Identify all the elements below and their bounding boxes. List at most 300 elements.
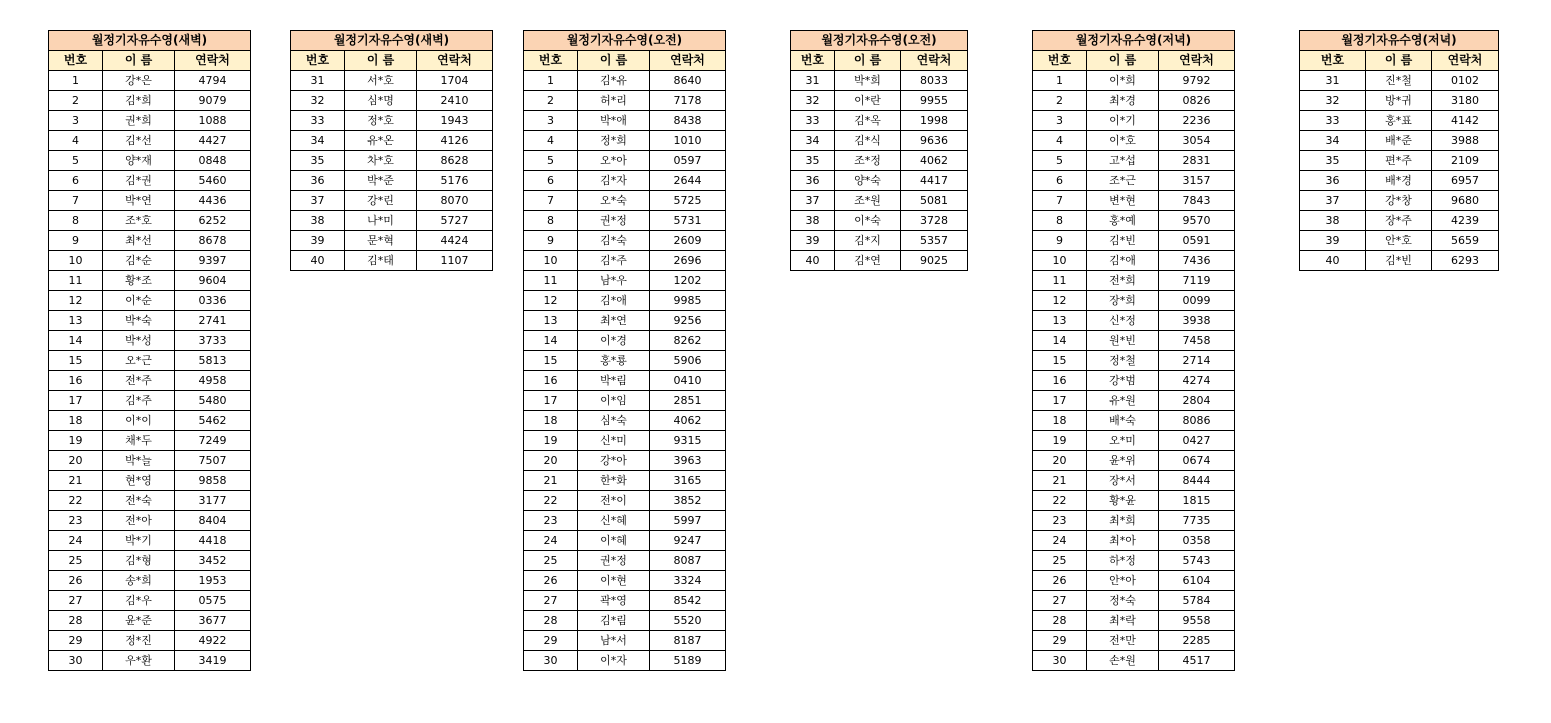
phone-cell: 2714 bbox=[1159, 351, 1235, 371]
phone-cell: 0848 bbox=[175, 151, 251, 171]
phone-cell: 3938 bbox=[1159, 311, 1235, 331]
phone-cell: 1704 bbox=[417, 71, 493, 91]
table-row bbox=[1033, 131, 1235, 151]
member-name-cell: 하*정 bbox=[1087, 551, 1159, 571]
member-name-cell: 이*이 bbox=[103, 411, 175, 431]
row-number-cell: 19 bbox=[1033, 431, 1087, 451]
header-number: 번호 bbox=[49, 51, 103, 71]
header-phone: 연락처 bbox=[1432, 51, 1499, 71]
member-name-cell: 김*형 bbox=[103, 551, 175, 571]
member-name-cell: 조*원 bbox=[835, 191, 901, 211]
row-number-cell: 27 bbox=[49, 591, 103, 611]
table-header-row bbox=[49, 51, 251, 71]
member-name-cell: 서*호 bbox=[345, 71, 417, 91]
table-row bbox=[49, 391, 251, 411]
member-name-cell: 홍*표 bbox=[1366, 111, 1432, 131]
phone-cell: 9792 bbox=[1159, 71, 1235, 91]
member-name-cell: 김*유 bbox=[578, 71, 650, 91]
member-name-cell: 윤*위 bbox=[1087, 451, 1159, 471]
header-name: 이 름 bbox=[1087, 51, 1159, 71]
row-number-cell: 25 bbox=[1033, 551, 1087, 571]
row-number-cell: 23 bbox=[49, 511, 103, 531]
member-name-cell: 손*원 bbox=[1087, 651, 1159, 671]
member-name-cell: 김*희 bbox=[103, 91, 175, 111]
phone-cell: 7735 bbox=[1159, 511, 1235, 531]
row-number-cell: 8 bbox=[49, 211, 103, 231]
member-name-cell: 현*영 bbox=[103, 471, 175, 491]
member-name-cell: 장*주 bbox=[1366, 211, 1432, 231]
phone-cell: 1943 bbox=[417, 111, 493, 131]
phone-cell: 9256 bbox=[650, 311, 726, 331]
table-row bbox=[1033, 231, 1235, 251]
phone-cell: 8438 bbox=[650, 111, 726, 131]
phone-cell: 9604 bbox=[175, 271, 251, 291]
row-number-cell: 28 bbox=[524, 611, 578, 631]
phone-cell: 0591 bbox=[1159, 231, 1235, 251]
row-number-cell: 28 bbox=[49, 611, 103, 631]
table-row bbox=[291, 131, 493, 151]
phone-cell: 7507 bbox=[175, 451, 251, 471]
member-name-cell: 강*아 bbox=[578, 451, 650, 471]
table-row bbox=[791, 231, 968, 251]
row-number-cell: 24 bbox=[1033, 531, 1087, 551]
row-number-cell: 26 bbox=[524, 571, 578, 591]
phone-cell: 8444 bbox=[1159, 471, 1235, 491]
phone-cell: 8262 bbox=[650, 331, 726, 351]
phone-cell: 0427 bbox=[1159, 431, 1235, 451]
phone-cell: 5997 bbox=[650, 511, 726, 531]
phone-cell: 2741 bbox=[175, 311, 251, 331]
row-number-cell: 6 bbox=[49, 171, 103, 191]
member-name-cell: 박*희 bbox=[835, 71, 901, 91]
table-row bbox=[524, 371, 726, 391]
phone-cell: 5520 bbox=[650, 611, 726, 631]
header-name: 이 름 bbox=[345, 51, 417, 71]
member-name-cell: 권*정 bbox=[578, 551, 650, 571]
table-row bbox=[49, 311, 251, 331]
row-number-cell: 16 bbox=[524, 371, 578, 391]
phone-cell: 4062 bbox=[650, 411, 726, 431]
table-header-row bbox=[1033, 51, 1235, 71]
row-number-cell: 29 bbox=[49, 631, 103, 651]
row-number-cell: 29 bbox=[524, 631, 578, 651]
table-row bbox=[1300, 231, 1499, 251]
member-name-cell: 안*아 bbox=[1087, 571, 1159, 591]
row-number-cell: 21 bbox=[524, 471, 578, 491]
row-number-cell: 18 bbox=[1033, 411, 1087, 431]
phone-cell: 6104 bbox=[1159, 571, 1235, 591]
member-name-cell: 남*서 bbox=[578, 631, 650, 651]
table-row bbox=[1300, 111, 1499, 131]
table-row bbox=[524, 191, 726, 211]
table-row bbox=[49, 131, 251, 151]
table-row bbox=[1300, 71, 1499, 91]
table-row bbox=[1033, 271, 1235, 291]
member-name-cell: 장*서 bbox=[1087, 471, 1159, 491]
table-row bbox=[524, 631, 726, 651]
row-number-cell: 8 bbox=[524, 211, 578, 231]
table-row bbox=[1033, 91, 1235, 111]
row-number-cell: 36 bbox=[291, 171, 345, 191]
table-row bbox=[1033, 451, 1235, 471]
table-row bbox=[1033, 491, 1235, 511]
phone-cell: 5659 bbox=[1432, 231, 1499, 251]
row-number-cell: 2 bbox=[1033, 91, 1087, 111]
phone-cell: 1815 bbox=[1159, 491, 1235, 511]
table-row bbox=[524, 231, 726, 251]
member-name-cell: 전*아 bbox=[103, 511, 175, 531]
member-name-cell: 김*애 bbox=[578, 291, 650, 311]
row-number-cell: 22 bbox=[524, 491, 578, 511]
member-name-cell: 권*희 bbox=[103, 111, 175, 131]
member-name-cell: 조*호 bbox=[103, 211, 175, 231]
phone-cell: 7178 bbox=[650, 91, 726, 111]
table-title-row bbox=[791, 31, 968, 51]
member-name-cell: 차*호 bbox=[345, 151, 417, 171]
phone-cell: 0597 bbox=[650, 151, 726, 171]
table-row bbox=[291, 231, 493, 251]
table-row bbox=[49, 211, 251, 231]
table-row bbox=[1033, 611, 1235, 631]
phone-cell: 4958 bbox=[175, 371, 251, 391]
row-number-cell: 4 bbox=[49, 131, 103, 151]
table-row bbox=[524, 111, 726, 131]
member-name-cell: 황*윤 bbox=[1087, 491, 1159, 511]
phone-cell: 9858 bbox=[175, 471, 251, 491]
member-name-cell: 김*빈 bbox=[1366, 251, 1432, 271]
member-name-cell: 유*원 bbox=[1087, 391, 1159, 411]
table-row bbox=[49, 331, 251, 351]
table-row bbox=[524, 591, 726, 611]
member-name-cell: 박*연 bbox=[103, 191, 175, 211]
row-number-cell: 9 bbox=[524, 231, 578, 251]
row-number-cell: 25 bbox=[49, 551, 103, 571]
member-name-cell: 신*혜 bbox=[578, 511, 650, 531]
row-number-cell: 7 bbox=[1033, 191, 1087, 211]
table-row bbox=[49, 611, 251, 631]
row-number-cell: 28 bbox=[1033, 611, 1087, 631]
row-number-cell: 39 bbox=[291, 231, 345, 251]
header-number: 번호 bbox=[791, 51, 835, 71]
table-title: 월정기자유수영(오전) bbox=[791, 31, 968, 51]
row-number-cell: 10 bbox=[524, 251, 578, 271]
table-row bbox=[1033, 371, 1235, 391]
table-row bbox=[524, 511, 726, 531]
table-row bbox=[791, 151, 968, 171]
table-row bbox=[1033, 171, 1235, 191]
row-number-cell: 7 bbox=[524, 191, 578, 211]
table-row bbox=[49, 271, 251, 291]
table-row bbox=[1300, 91, 1499, 111]
member-name-cell: 김*권 bbox=[103, 171, 175, 191]
phone-cell: 4922 bbox=[175, 631, 251, 651]
phone-cell: 6252 bbox=[175, 211, 251, 231]
member-name-cell: 이*자 bbox=[578, 651, 650, 671]
table-title: 월정기자유수영(저녁) bbox=[1033, 31, 1235, 51]
phone-cell: 3054 bbox=[1159, 131, 1235, 151]
member-name-cell: 박*준 bbox=[345, 171, 417, 191]
phone-cell: 8033 bbox=[901, 71, 968, 91]
table-row bbox=[1300, 211, 1499, 231]
row-number-cell: 19 bbox=[524, 431, 578, 451]
row-number-cell: 35 bbox=[1300, 151, 1366, 171]
table-row bbox=[49, 371, 251, 391]
row-number-cell: 6 bbox=[1033, 171, 1087, 191]
phone-cell: 4142 bbox=[1432, 111, 1499, 131]
phone-cell: 9315 bbox=[650, 431, 726, 451]
phone-cell: 9025 bbox=[901, 251, 968, 271]
phone-cell: 3452 bbox=[175, 551, 251, 571]
member-name-cell: 심*명 bbox=[345, 91, 417, 111]
row-number-cell: 12 bbox=[524, 291, 578, 311]
table-row bbox=[791, 251, 968, 271]
phone-cell: 5725 bbox=[650, 191, 726, 211]
phone-cell: 9985 bbox=[650, 291, 726, 311]
table-row bbox=[524, 611, 726, 631]
member-name-cell: 진*철 bbox=[1366, 71, 1432, 91]
row-number-cell: 29 bbox=[1033, 631, 1087, 651]
table-row bbox=[524, 431, 726, 451]
table-row bbox=[49, 551, 251, 571]
phone-cell: 0358 bbox=[1159, 531, 1235, 551]
phone-cell: 5189 bbox=[650, 651, 726, 671]
row-number-cell: 38 bbox=[291, 211, 345, 231]
row-number-cell: 40 bbox=[791, 251, 835, 271]
row-number-cell: 17 bbox=[1033, 391, 1087, 411]
row-number-cell: 23 bbox=[1033, 511, 1087, 531]
phone-cell: 2236 bbox=[1159, 111, 1235, 131]
row-number-cell: 2 bbox=[49, 91, 103, 111]
row-number-cell: 13 bbox=[524, 311, 578, 331]
row-number-cell: 20 bbox=[1033, 451, 1087, 471]
roster-table-evening-1 bbox=[1032, 30, 1235, 671]
row-number-cell: 4 bbox=[1033, 131, 1087, 151]
member-name-cell: 정*숙 bbox=[1087, 591, 1159, 611]
member-name-cell: 이*희 bbox=[1087, 71, 1159, 91]
header-number: 번호 bbox=[1300, 51, 1366, 71]
table-header-row bbox=[524, 51, 726, 71]
row-number-cell: 21 bbox=[49, 471, 103, 491]
phone-cell: 4424 bbox=[417, 231, 493, 251]
member-name-cell: 김*순 bbox=[103, 251, 175, 271]
row-number-cell: 1 bbox=[49, 71, 103, 91]
table-row bbox=[49, 71, 251, 91]
phone-cell: 3677 bbox=[175, 611, 251, 631]
phone-cell: 8087 bbox=[650, 551, 726, 571]
row-number-cell: 37 bbox=[791, 191, 835, 211]
table-title: 월정기자유수영(저녁) bbox=[1300, 31, 1499, 51]
member-name-cell: 유*온 bbox=[345, 131, 417, 151]
member-name-cell: 박*기 bbox=[103, 531, 175, 551]
table-row bbox=[291, 71, 493, 91]
phone-cell: 5176 bbox=[417, 171, 493, 191]
table-row bbox=[524, 571, 726, 591]
row-number-cell: 10 bbox=[1033, 251, 1087, 271]
table-title: 월정기자유수영(새벽) bbox=[291, 31, 493, 51]
table-row bbox=[49, 111, 251, 131]
table-row bbox=[524, 211, 726, 231]
row-number-cell: 35 bbox=[291, 151, 345, 171]
member-name-cell: 오*숙 bbox=[578, 191, 650, 211]
row-number-cell: 1 bbox=[524, 71, 578, 91]
phone-cell: 0102 bbox=[1432, 71, 1499, 91]
member-name-cell: 박*늘 bbox=[103, 451, 175, 471]
header-phone: 연락처 bbox=[901, 51, 968, 71]
member-name-cell: 김*옥 bbox=[835, 111, 901, 131]
phone-cell: 2644 bbox=[650, 171, 726, 191]
table-row bbox=[524, 411, 726, 431]
row-number-cell: 32 bbox=[291, 91, 345, 111]
table-row bbox=[1300, 131, 1499, 151]
row-number-cell: 3 bbox=[49, 111, 103, 131]
member-name-cell: 이*임 bbox=[578, 391, 650, 411]
table-row bbox=[1033, 651, 1235, 671]
phone-cell: 2609 bbox=[650, 231, 726, 251]
table-row bbox=[49, 491, 251, 511]
table-row bbox=[1033, 151, 1235, 171]
phone-cell: 8086 bbox=[1159, 411, 1235, 431]
member-name-cell: 이*란 bbox=[835, 91, 901, 111]
table-row bbox=[791, 171, 968, 191]
table-row bbox=[1300, 251, 1499, 271]
row-number-cell: 34 bbox=[1300, 131, 1366, 151]
row-number-cell: 1 bbox=[1033, 71, 1087, 91]
table-row bbox=[524, 151, 726, 171]
row-number-cell: 20 bbox=[49, 451, 103, 471]
member-name-cell: 강*린 bbox=[345, 191, 417, 211]
row-number-cell: 39 bbox=[1300, 231, 1366, 251]
row-number-cell: 40 bbox=[291, 251, 345, 271]
member-name-cell: 이*경 bbox=[578, 331, 650, 351]
member-name-cell: 박*성 bbox=[103, 331, 175, 351]
phone-cell: 2285 bbox=[1159, 631, 1235, 651]
member-name-cell: 박*숙 bbox=[103, 311, 175, 331]
table-row bbox=[291, 211, 493, 231]
table-row bbox=[524, 131, 726, 151]
table-row bbox=[1033, 551, 1235, 571]
phone-cell: 6293 bbox=[1432, 251, 1499, 271]
phone-cell: 2831 bbox=[1159, 151, 1235, 171]
row-number-cell: 37 bbox=[1300, 191, 1366, 211]
row-number-cell: 30 bbox=[49, 651, 103, 671]
table-row bbox=[49, 251, 251, 271]
row-number-cell: 5 bbox=[1033, 151, 1087, 171]
phone-cell: 5480 bbox=[175, 391, 251, 411]
header-name: 이 름 bbox=[835, 51, 901, 71]
table-row bbox=[49, 431, 251, 451]
member-name-cell: 김*지 bbox=[835, 231, 901, 251]
table-row bbox=[49, 531, 251, 551]
member-name-cell: 강*창 bbox=[1366, 191, 1432, 211]
table-row bbox=[524, 471, 726, 491]
phone-cell: 5460 bbox=[175, 171, 251, 191]
row-number-cell: 31 bbox=[791, 71, 835, 91]
member-name-cell: 최*경 bbox=[1087, 91, 1159, 111]
row-number-cell: 16 bbox=[1033, 371, 1087, 391]
phone-cell: 5727 bbox=[417, 211, 493, 231]
member-name-cell: 김*빈 bbox=[1087, 231, 1159, 251]
phone-cell: 8628 bbox=[417, 151, 493, 171]
table-row bbox=[524, 651, 726, 671]
phone-cell: 9079 bbox=[175, 91, 251, 111]
member-name-cell: 홍*예 bbox=[1087, 211, 1159, 231]
member-name-cell: 원*빈 bbox=[1087, 331, 1159, 351]
member-name-cell: 최*희 bbox=[1087, 511, 1159, 531]
roster-table-evening-2 bbox=[1299, 30, 1499, 271]
row-number-cell: 6 bbox=[524, 171, 578, 191]
table-title: 월정기자유수영(오전) bbox=[524, 31, 726, 51]
phone-cell: 9636 bbox=[901, 131, 968, 151]
row-number-cell: 3 bbox=[524, 111, 578, 131]
member-name-cell: 김*림 bbox=[578, 611, 650, 631]
phone-cell: 5462 bbox=[175, 411, 251, 431]
table-row bbox=[1033, 391, 1235, 411]
row-number-cell: 38 bbox=[1300, 211, 1366, 231]
member-name-cell: 박*림 bbox=[578, 371, 650, 391]
phone-cell: 3157 bbox=[1159, 171, 1235, 191]
table-row bbox=[291, 111, 493, 131]
header-name: 이 름 bbox=[578, 51, 650, 71]
row-number-cell: 24 bbox=[49, 531, 103, 551]
phone-cell: 8070 bbox=[417, 191, 493, 211]
table-row bbox=[1033, 331, 1235, 351]
row-number-cell: 21 bbox=[1033, 471, 1087, 491]
header-phone: 연락처 bbox=[650, 51, 726, 71]
phone-cell: 8187 bbox=[650, 631, 726, 651]
phone-cell: 4794 bbox=[175, 71, 251, 91]
phone-cell: 4274 bbox=[1159, 371, 1235, 391]
roster-table-morning-1 bbox=[523, 30, 726, 671]
member-name-cell: 신*미 bbox=[578, 431, 650, 451]
member-name-cell: 최*선 bbox=[103, 231, 175, 251]
member-name-cell: 신*정 bbox=[1087, 311, 1159, 331]
phone-cell: 8542 bbox=[650, 591, 726, 611]
row-number-cell: 33 bbox=[291, 111, 345, 131]
row-number-cell: 10 bbox=[49, 251, 103, 271]
row-number-cell: 7 bbox=[49, 191, 103, 211]
phone-cell: 4126 bbox=[417, 131, 493, 151]
header-number: 번호 bbox=[524, 51, 578, 71]
member-name-cell: 허*리 bbox=[578, 91, 650, 111]
member-name-cell: 양*숙 bbox=[835, 171, 901, 191]
table-row bbox=[791, 211, 968, 231]
phone-cell: 4436 bbox=[175, 191, 251, 211]
row-number-cell: 15 bbox=[49, 351, 103, 371]
phone-cell: 4062 bbox=[901, 151, 968, 171]
phone-cell: 0826 bbox=[1159, 91, 1235, 111]
row-number-cell: 26 bbox=[49, 571, 103, 591]
member-name-cell: 안*호 bbox=[1366, 231, 1432, 251]
row-number-cell: 14 bbox=[1033, 331, 1087, 351]
member-name-cell: 우*환 bbox=[103, 651, 175, 671]
row-number-cell: 15 bbox=[1033, 351, 1087, 371]
member-name-cell: 김*연 bbox=[835, 251, 901, 271]
row-number-cell: 9 bbox=[1033, 231, 1087, 251]
member-name-cell: 양*재 bbox=[103, 151, 175, 171]
table-row bbox=[791, 111, 968, 131]
row-number-cell: 5 bbox=[524, 151, 578, 171]
member-name-cell: 홍*룡 bbox=[578, 351, 650, 371]
member-name-cell: 이*혜 bbox=[578, 531, 650, 551]
table-row bbox=[1033, 471, 1235, 491]
phone-cell: 5813 bbox=[175, 351, 251, 371]
member-name-cell: 김*태 bbox=[345, 251, 417, 271]
table-row bbox=[49, 591, 251, 611]
phone-cell: 3180 bbox=[1432, 91, 1499, 111]
table-title-row bbox=[49, 31, 251, 51]
table-row bbox=[49, 631, 251, 651]
table-row bbox=[49, 571, 251, 591]
